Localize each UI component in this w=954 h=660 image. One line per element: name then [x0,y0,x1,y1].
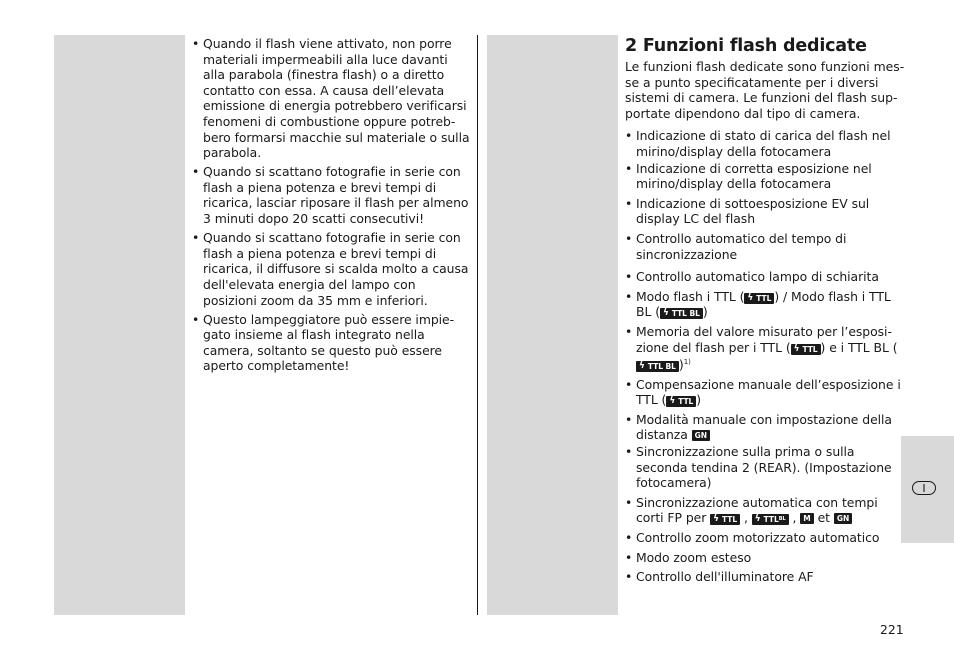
gn-badge-icon: GN [834,513,852,524]
function-item: • Controllo zoom motorizzato automatico [625,530,905,546]
function-item: • Modo zoom esteso [625,550,905,566]
gn-badge-icon: GN [692,430,710,441]
ttl-badge-icon: ϟ TTL [791,344,821,355]
function-item-compensation: • Compensazione manuale dell’esposizione i TTL ( ϟ TTL ) [625,377,905,408]
page-number: 221 [880,622,904,637]
column-divider [477,35,478,615]
function-item: • Indicazione di sottoesposizione EV sul display LC del flash [625,196,905,227]
ttl-bl-badge-icon: ϟ TTL BL [752,514,789,525]
section-heading: 2 Funzioni flash dedicate [625,36,867,56]
function-item: • Indicazione di stato di carica del flash nel mirino/display della fotocamera [625,128,905,159]
ttl-badge-icon: ϟ TTL [666,396,696,407]
m-badge-icon: M [800,513,813,524]
ttl-bl-badge-icon: ϟ TTL BL [636,361,679,372]
ttl-bl-badge-icon: ϟ TTL BL [660,308,703,319]
dedicated-functions-section [625,36,905,589]
section-intro: Le funzioni flash dedicate sono funzioni mes-se a punto specificatamente per i diversi sistemi di camera. Le funzioni del flash sup-portate dipendono dal tipo di camera. [625,59,905,121]
safety-note: • Quando si scattano fotografie in serie con flash a piena potenza e brevi tempi di ricarica, il diffusore si scalda molto a causa dell'elevata energia del lampo con posizioni zoom da 35 mm e inferiori. [192,230,472,308]
safety-note: • Questo lampeggiatore può essere impie-gato insieme al flash integrato nella camera, soltanto se questo può essere aperto completamente! [192,312,472,374]
function-item-fp-sync: • Sincronizzazione automatica con tempi corti FP per ϟ TTL , ϟ TTL BL , M et GN [625,495,905,526]
footnote-marker: 1) [683,358,691,367]
language-tab [901,436,954,543]
ttl-badge-icon: ϟ TTL [710,514,740,525]
function-item-manual: • Modalità manuale con impostazione della distanza GN [625,412,905,443]
function-item: • Sincronizzazione sulla prima o sulla seconda tendina 2 (REAR). (Impostazione fotocamera) [625,444,905,491]
ttl-badge-icon: ϟ TTL [744,293,774,304]
function-item: • Indicazione di corretta esposizione nel mirino/display della fotocamera [625,161,905,192]
language-tab-label: I [912,481,936,495]
left-margin-panel [54,35,185,615]
safety-notes [192,36,472,377]
function-item: • Controllo dell'illuminatore AF [625,569,905,585]
function-item: • Controllo automatico del tempo di sincronizzazione [625,231,905,262]
function-item-memory: • Memoria del valore misurato per l’esposi-zione del flash per i TTL ( ϟ TTL ) e i TTL BL ( ϟ TTL BL )$^{1)}$ [625,324,905,373]
safety-note: • Quando si scattano fotografie in serie con flash a piena potenza e brevi tempi di ricarica, lasciar riposare il flash per almeno 3 minuti dopo 20 scatti consecutivi! [192,164,472,226]
safety-note: • Quando il flash viene attivato, non porre materiali impermeabili alla luce davanti alla parabola (finestra flash) o a diretto contatto con essa. A causa dell’elevata emissione di energia potrebbero verificarsi fenomeni di combustione oppure potreb-bero formarsi macchie sul materiale o sulla parabola. [192,36,472,161]
function-item: • Controllo automatico lampo di schiarita [625,269,905,285]
right-margin-panel [487,35,618,615]
function-item-ittl-mode: • Modo flash i TTL ( ϟ TTL ) / Modo flash i TTL BL ( ϟ TTL BL ) [625,289,905,320]
